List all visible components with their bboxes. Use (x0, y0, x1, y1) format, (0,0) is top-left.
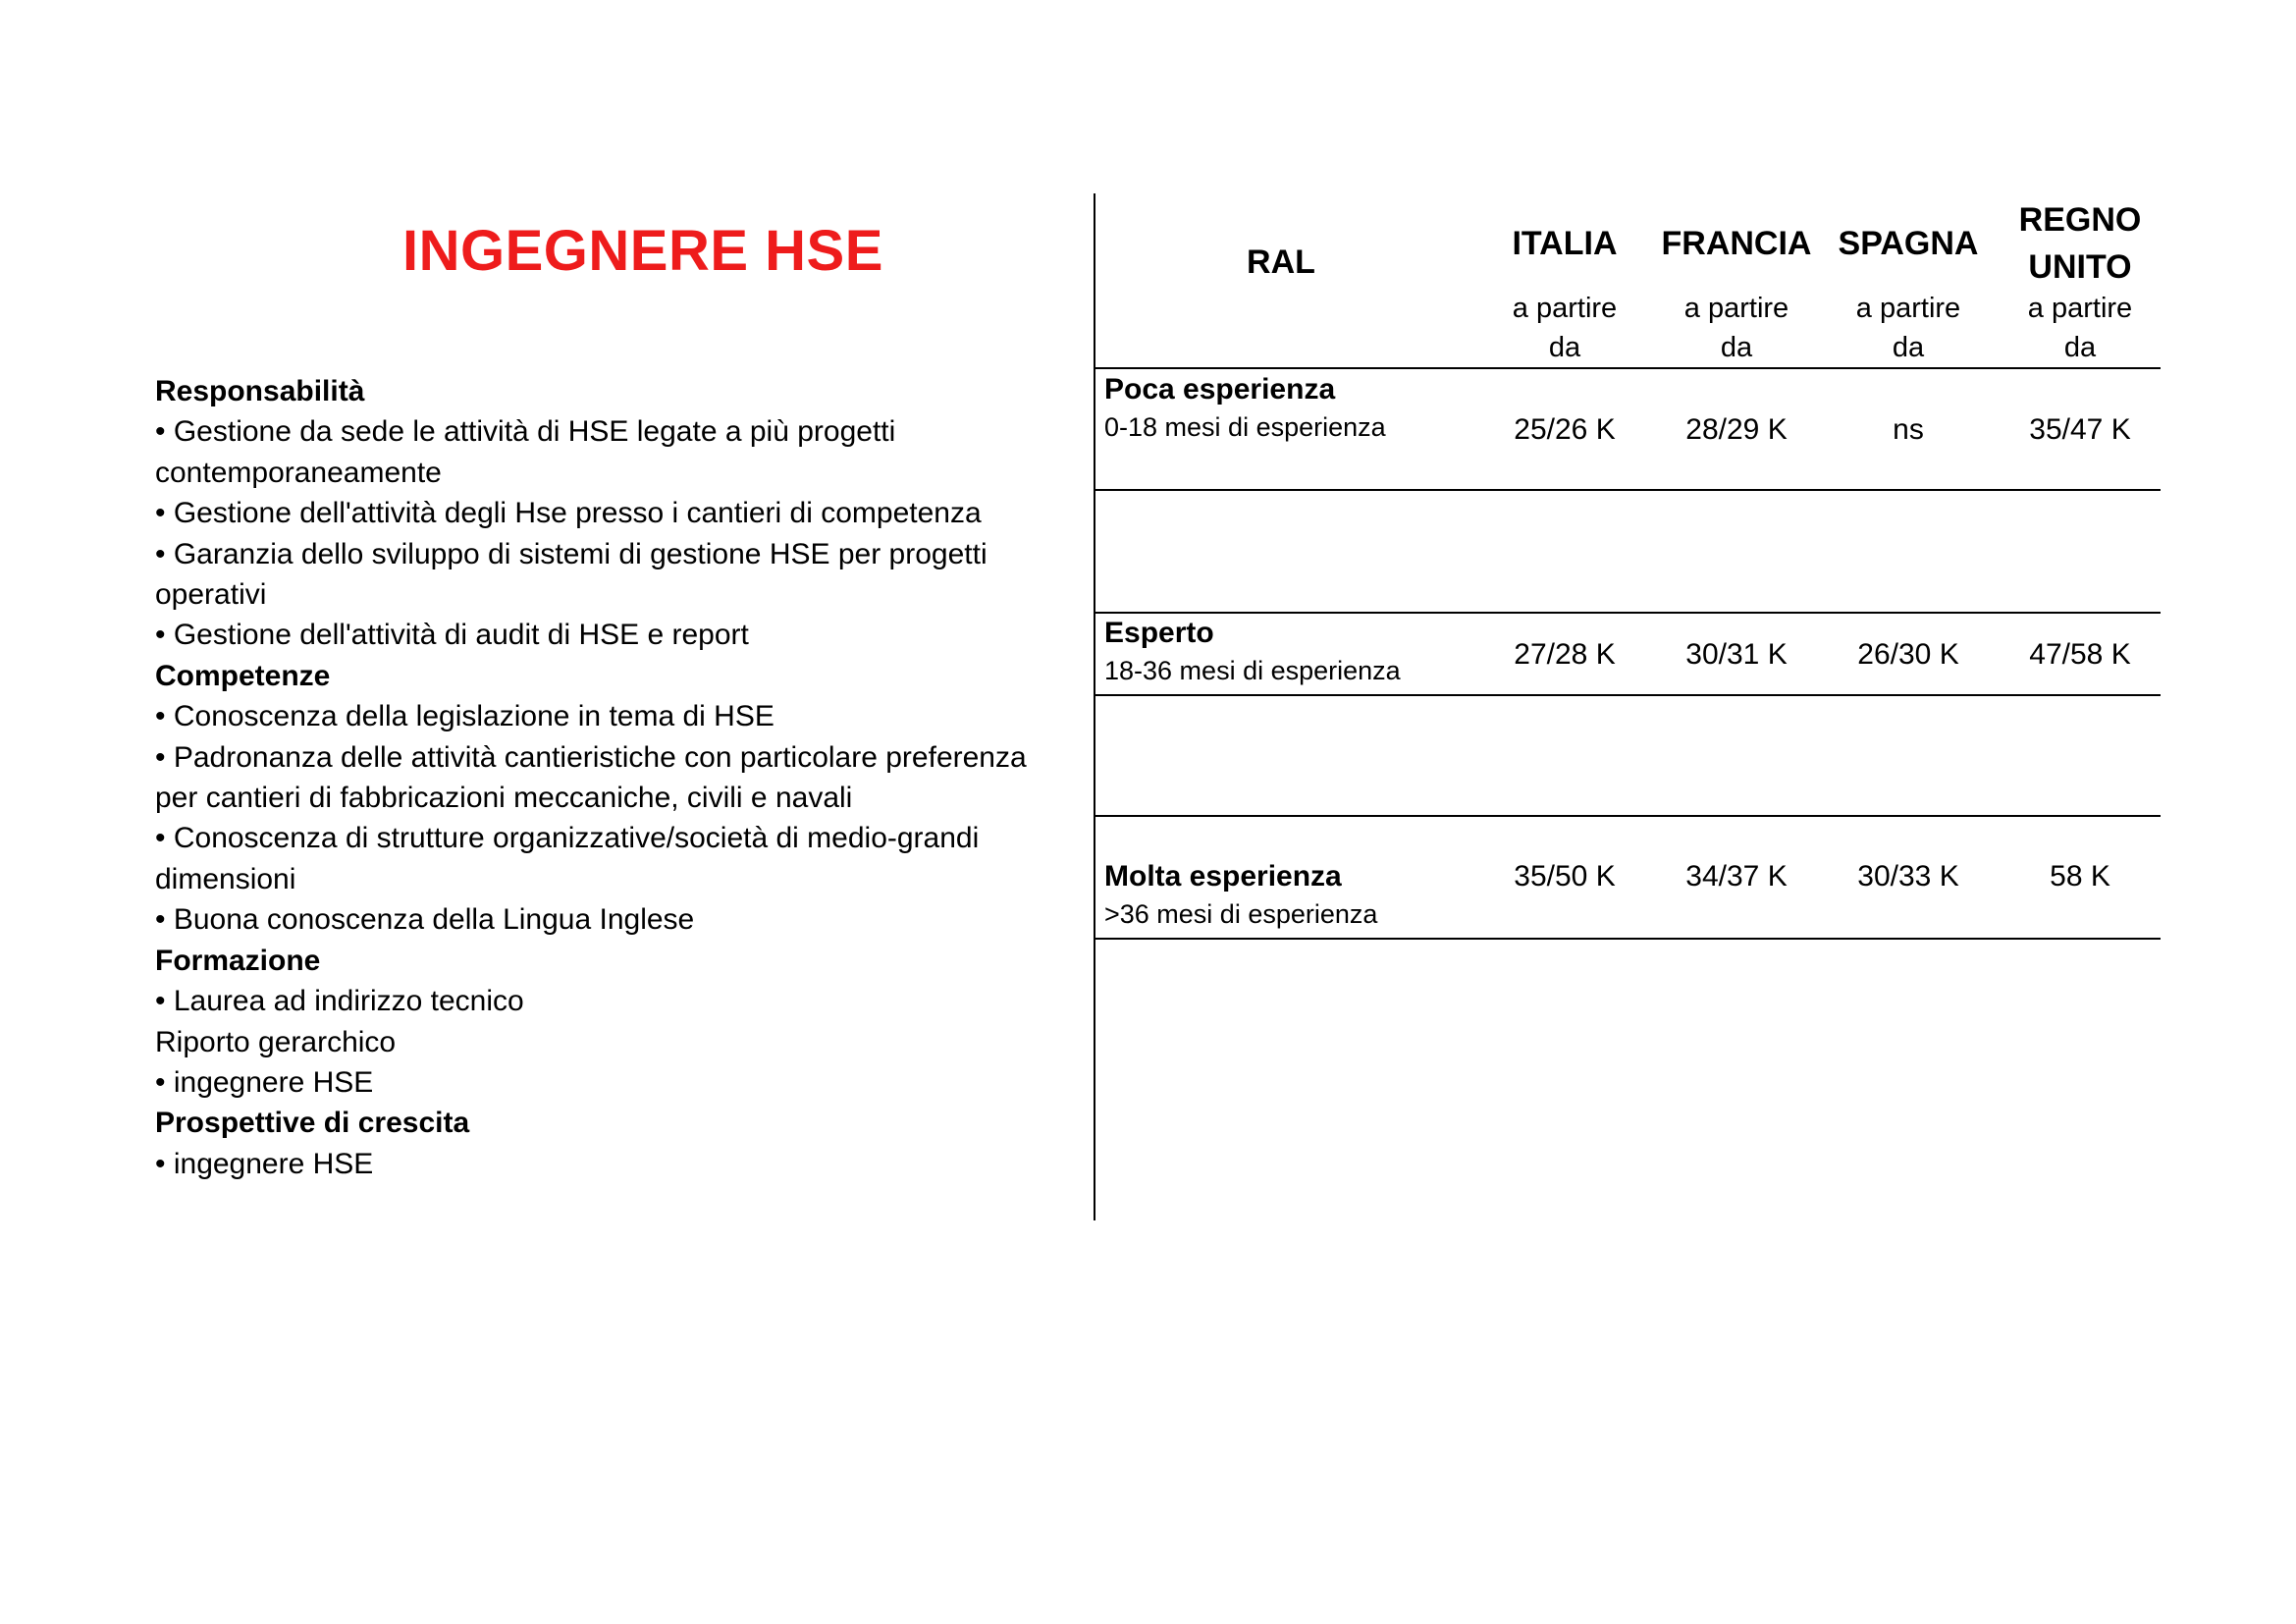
table-vertical-divider (1094, 193, 1095, 1220)
description-line: dimensioni (155, 862, 296, 895)
salary-value: 47/58 K (2029, 638, 2131, 671)
experience-range: >36 mesi di esperienza (1104, 899, 1378, 929)
country-subheader: a partire (2027, 293, 2133, 324)
country-subheader: a partire (1855, 293, 1961, 324)
salary-value: 35/47 K (2029, 413, 2131, 446)
experience-range: 18-36 mesi di esperienza (1104, 656, 1401, 685)
country-subheader: da (1720, 332, 1753, 363)
salary-value: 30/31 K (1685, 638, 1788, 671)
description-line: • Padronanza delle attività cantieristiche con particolare preferenza (155, 740, 1027, 774)
description-line: • Laurea ad indirizzo tecnico (155, 985, 524, 1018)
description-line: • Garanzia dello sviluppo di sistemi di gestione HSE per progetti (155, 537, 988, 570)
salary-value: 58 K (2050, 860, 2110, 893)
table-divider (1095, 367, 2161, 369)
experience-level: Esperto (1104, 617, 1214, 649)
section-heading: Prospettive di crescita (155, 1107, 470, 1140)
section-heading: Competenze (155, 659, 331, 692)
salary-value: 30/33 K (1857, 860, 1959, 893)
country-header: SPAGNA (1838, 225, 1979, 262)
table-divider (1095, 815, 2161, 817)
description-line: • Gestione da sede le attività di HSE legate a più progetti (155, 415, 896, 449)
country-header: UNITO (2028, 248, 2132, 286)
salary-value: 28/29 K (1685, 413, 1788, 446)
country-header: ITALIA (1512, 225, 1618, 262)
table-divider (1095, 612, 2161, 614)
country-subheader: a partire (1512, 293, 1618, 324)
salary-value: 25/26 K (1514, 413, 1616, 446)
experience-range: 0-18 mesi di esperienza (1104, 412, 1386, 442)
description-line: operativi (155, 578, 267, 612)
description-line: per cantieri di fabbricazioni meccaniche, civili e navali (155, 782, 853, 815)
country-header: REGNO (2018, 201, 2142, 239)
description-line: • Conoscenza di strutture organizzative/società di medio-grandi (155, 822, 980, 855)
experience-level: Poca esperienza (1104, 373, 1336, 406)
description-line: • Buona conoscenza della Lingua Inglese (155, 903, 695, 937)
salary-value: 35/50 K (1514, 860, 1616, 893)
section-heading: Responsabilità (155, 375, 365, 407)
description-line: Riporto gerarchico (155, 1025, 397, 1058)
country-header: FRANCIA (1661, 225, 1812, 262)
ral-header: RAL (1247, 244, 1315, 281)
page-title: INGEGNERE HSE (402, 219, 883, 283)
description-line: • Gestione dell'attività di audit di HSE e report (155, 619, 749, 652)
table-divider (1095, 489, 2161, 491)
salary-value: 27/28 K (1514, 638, 1616, 671)
description-line: • Conoscenza della legislazione in tema di HSE (155, 700, 774, 733)
salary-value: 26/30 K (1857, 638, 1959, 671)
description-line: • ingegnere HSE (155, 1065, 374, 1099)
salary-value: 34/37 K (1685, 860, 1788, 893)
experience-level: Molta esperienza (1104, 860, 1342, 893)
description-line: • Gestione dell'attività degli Hse presso i cantieri di competenza (155, 497, 982, 530)
section-heading: Formazione (155, 944, 321, 977)
country-subheader: da (2063, 332, 2097, 363)
country-subheader: da (1548, 332, 1581, 363)
table-divider (1095, 938, 2161, 940)
description-line: • ingegnere HSE (155, 1147, 374, 1180)
salary-value: ns (1893, 413, 1924, 446)
description-line: contemporaneamente (155, 456, 442, 489)
table-divider (1095, 694, 2161, 696)
country-subheader: da (1892, 332, 1925, 363)
country-subheader: a partire (1683, 293, 1789, 324)
job-description (155, 371, 1078, 1184)
